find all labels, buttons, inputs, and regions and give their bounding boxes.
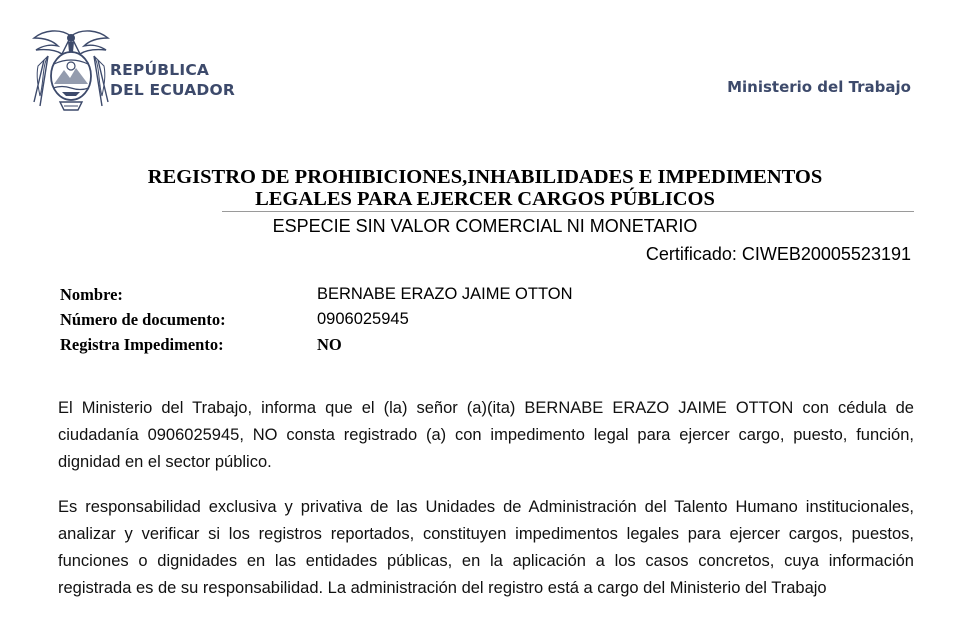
field-label: Nombre: <box>60 285 123 304</box>
field-value: NO <box>317 335 342 354</box>
field-value: BERNABE ERAZO JAIME OTTON <box>317 285 573 303</box>
field-label: Número de documento: <box>60 310 226 329</box>
title-line-2: LEGALES PARA EJERCER CARGOS PÚBLICOS <box>255 188 715 210</box>
republica-label <box>110 60 235 100</box>
field-value: 0906025945 <box>317 310 409 328</box>
paragraph-responsibility: Es responsabilidad exclusiva y privativa de las Unidades de Administración del Talento Humano institucionales, analizar y verificar si los registros reportados, constituyen impedimentos legales para ejercer cargos, puestos, funciones o dignidades en las entidades públicas, en la aplicación a los casos concretos, cuya información registrada es de su responsabilidad. La administración del registro está a cargo del Ministerio del Trabajo <box>58 497 914 597</box>
paragraph-statement: El Ministerio del Trabajo, informa que el (la) señor (a)(ita) BERNABE ERAZO JAIME OTTON con cédula de ciudadanía 0906025945, NO consta registrado (a) con impedimento legal para ejercer cargo, puesto, función, dignidad en el sector público. <box>58 398 914 471</box>
document-header <box>0 0 963 120</box>
field-row-nombre <box>60 285 760 310</box>
field-row-impedimento <box>60 335 760 360</box>
republica-line-1: REPÚBLICA <box>110 61 210 79</box>
field-row-documento <box>60 310 760 335</box>
coat-of-arms-icon <box>30 26 112 114</box>
document-title <box>60 166 910 210</box>
republica-line-2: DEL ECUADOR <box>110 81 235 99</box>
certificate-number: Certificado: CIWEB20005523191 <box>645 244 911 264</box>
personal-fields <box>60 285 760 360</box>
ministerio-label: Ministerio del Trabajo <box>727 78 911 96</box>
title-line-1: REGISTRO DE PROHIBICIONES,INHABILIDADES E IMPEDIMENTOS <box>147 166 823 188</box>
field-label: Registra Impedimento: <box>60 335 224 354</box>
title-divider <box>222 211 914 212</box>
especie-note: ESPECIE SIN VALOR COMERCIAL NI MONETARIO <box>272 216 698 236</box>
